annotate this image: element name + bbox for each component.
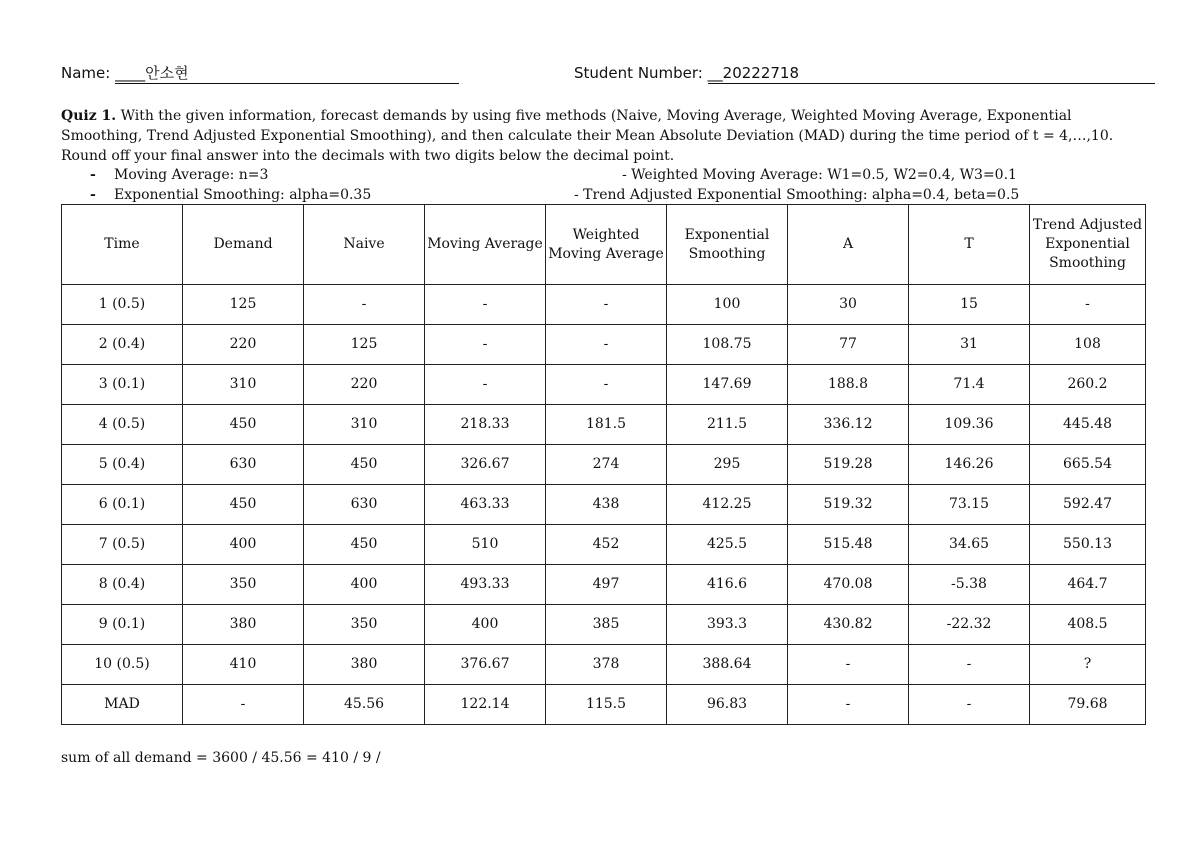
table-cell: -5.38 xyxy=(909,565,1030,605)
table-cell: - xyxy=(425,325,546,365)
table-row xyxy=(62,445,1146,485)
table-cell: 412.25 xyxy=(667,485,788,525)
table-header-row xyxy=(62,205,1146,285)
table-cell: 7 (0.5) xyxy=(62,525,183,565)
table-cell: 376.67 xyxy=(425,645,546,685)
table-cell: 125 xyxy=(183,285,304,325)
table-cell: 211.5 xyxy=(667,405,788,445)
quiz-title: Quiz 1. xyxy=(61,108,117,124)
table-cell: 8 (0.4) xyxy=(62,565,183,605)
table-cell: 665.54 xyxy=(1030,445,1146,485)
param-moving-average: - Moving Average: n=3 xyxy=(90,167,269,183)
table-cell: 515.48 xyxy=(788,525,909,565)
table-cell: 470.08 xyxy=(788,565,909,605)
table-cell: 310 xyxy=(304,405,425,445)
table-cell: 445.48 xyxy=(1030,405,1146,445)
param-weighted-moving-average: - Weighted Moving Average: W1=0.5, W2=0.4, W3=0.1 xyxy=(622,167,1017,183)
table-cell: 336.12 xyxy=(788,405,909,445)
table-cell: 425.5 xyxy=(667,525,788,565)
table-cell: 274 xyxy=(546,445,667,485)
table-cell: - xyxy=(788,685,909,725)
table-cell: 77 xyxy=(788,325,909,365)
table-cell: 4 (0.5) xyxy=(62,405,183,445)
table-row xyxy=(62,485,1146,525)
table-row xyxy=(62,365,1146,405)
table-cell: - xyxy=(304,285,425,325)
table-cell: 108 xyxy=(1030,325,1146,365)
table-cell: 408.5 xyxy=(1030,605,1146,645)
table-cell: 410 xyxy=(183,645,304,685)
table-cell: - xyxy=(909,645,1030,685)
student-number-value: __20222718 xyxy=(708,65,1155,84)
header-naive: Naive xyxy=(304,205,425,285)
table-cell: 30 xyxy=(788,285,909,325)
table-cell: 519.28 xyxy=(788,445,909,485)
table-cell: 218.33 xyxy=(425,405,546,445)
table-cell: 310 xyxy=(183,365,304,405)
table-cell: 450 xyxy=(304,525,425,565)
table-cell: 146.26 xyxy=(909,445,1030,485)
bullet-dash: - xyxy=(90,187,96,203)
table-row xyxy=(62,525,1146,565)
table-cell: 493.33 xyxy=(425,565,546,605)
table-cell: 5 (0.4) xyxy=(62,445,183,485)
table-row xyxy=(62,325,1146,365)
name-label: Name: xyxy=(61,64,111,82)
table-cell: 108.75 xyxy=(667,325,788,365)
table-row xyxy=(62,605,1146,645)
table-cell: 380 xyxy=(304,645,425,685)
header-t: T xyxy=(909,205,1030,285)
quiz-instructions xyxy=(61,106,1151,146)
table-cell: 31 xyxy=(909,325,1030,365)
table-cell: 188.8 xyxy=(788,365,909,405)
table-cell: -22.32 xyxy=(909,605,1030,645)
table-cell: 3 (0.1) xyxy=(62,365,183,405)
table-row xyxy=(62,645,1146,685)
table-cell: 2 (0.4) xyxy=(62,325,183,365)
table-cell: 34.65 xyxy=(909,525,1030,565)
table-cell: 385 xyxy=(546,605,667,645)
table-cell: 10 (0.5) xyxy=(62,645,183,685)
table-row xyxy=(62,685,1146,725)
rounding-note: Round off your final answer into the decimals with two digits below the decimal point. xyxy=(61,148,675,164)
table-cell: 430.82 xyxy=(788,605,909,645)
table-cell: 378 xyxy=(546,645,667,685)
name-value: ____안소현 xyxy=(115,65,459,84)
table-cell: 295 xyxy=(667,445,788,485)
table-cell: - xyxy=(546,285,667,325)
table-cell: - xyxy=(1030,285,1146,325)
footer-note: sum of all demand = 3600 / 45.56 = 410 / 9 / xyxy=(61,750,381,766)
table-cell: 450 xyxy=(183,405,304,445)
student-number-label: Student Number: xyxy=(574,64,703,82)
table-cell: 147.69 xyxy=(667,365,788,405)
table-cell: 400 xyxy=(304,565,425,605)
table-cell: 109.36 xyxy=(909,405,1030,445)
quiz-text: With the given information, forecast demands by using five methods (Naive, Moving Average, Weighted Moving Average, Exponential Smoothing, Trend Adjusted Exponential Smoothing), and then calculate their Mean Absolute Deviation (MAD) during the time period of t = 4,…,10. xyxy=(61,108,1114,144)
table-cell: 96.83 xyxy=(667,685,788,725)
table-cell: 181.5 xyxy=(546,405,667,445)
param-trend-adjusted: - Trend Adjusted Exponential Smoothing: alpha=0.4, beta=0.5 xyxy=(574,187,1020,203)
forecast-table xyxy=(61,204,1146,725)
table-cell: 73.15 xyxy=(909,485,1030,525)
table-cell: 220 xyxy=(183,325,304,365)
table-cell: 100 xyxy=(667,285,788,325)
table-cell: 463.33 xyxy=(425,485,546,525)
table-row xyxy=(62,565,1146,605)
table-cell: 416.6 xyxy=(667,565,788,605)
table-cell: 122.14 xyxy=(425,685,546,725)
table-cell: - xyxy=(183,685,304,725)
table-cell: ? xyxy=(1030,645,1146,685)
table-cell: 450 xyxy=(183,485,304,525)
table-cell: - xyxy=(425,365,546,405)
table-cell: - xyxy=(909,685,1030,725)
table-cell: 350 xyxy=(304,605,425,645)
table-cell: 630 xyxy=(183,445,304,485)
table-cell: - xyxy=(788,645,909,685)
name-field xyxy=(61,64,459,84)
table-cell: 45.56 xyxy=(304,685,425,725)
table-cell: 592.47 xyxy=(1030,485,1146,525)
table-cell: 550.13 xyxy=(1030,525,1146,565)
param-exponential-smoothing: - Exponential Smoothing: alpha=0.35 xyxy=(90,187,372,203)
bullet-dash: - xyxy=(90,167,96,183)
table-cell: MAD xyxy=(62,685,183,725)
table-cell: 15 xyxy=(909,285,1030,325)
table-cell: 125 xyxy=(304,325,425,365)
header-moving-average: Moving Average xyxy=(425,205,546,285)
table-cell: 393.3 xyxy=(667,605,788,645)
table-cell: 497 xyxy=(546,565,667,605)
table-cell: 220 xyxy=(304,365,425,405)
header-a: A xyxy=(788,205,909,285)
table-cell: 400 xyxy=(425,605,546,645)
table-cell: - xyxy=(546,365,667,405)
table-cell: 326.67 xyxy=(425,445,546,485)
table-cell: 380 xyxy=(183,605,304,645)
table-cell: 464.7 xyxy=(1030,565,1146,605)
table-cell: 450 xyxy=(304,445,425,485)
header-trend-adjusted: Trend Adjusted Exponential Smoothing xyxy=(1030,205,1146,285)
header-weighted-moving-average: Weighted Moving Average xyxy=(546,205,667,285)
table-cell: 400 xyxy=(183,525,304,565)
table-cell: 510 xyxy=(425,525,546,565)
student-number-field xyxy=(574,64,1155,84)
table-cell: 115.5 xyxy=(546,685,667,725)
table-cell: 452 xyxy=(546,525,667,565)
table-cell: - xyxy=(425,285,546,325)
header-time: Time xyxy=(62,205,183,285)
header-demand: Demand xyxy=(183,205,304,285)
table-cell: 1 (0.5) xyxy=(62,285,183,325)
table-cell: 260.2 xyxy=(1030,365,1146,405)
table-row xyxy=(62,405,1146,445)
table-cell: - xyxy=(546,325,667,365)
table-cell: 438 xyxy=(546,485,667,525)
table-cell: 79.68 xyxy=(1030,685,1146,725)
table-cell: 388.64 xyxy=(667,645,788,685)
header-exponential-smoothing: Exponential Smoothing xyxy=(667,205,788,285)
table-cell: 6 (0.1) xyxy=(62,485,183,525)
table-cell: 519.32 xyxy=(788,485,909,525)
table-cell: 630 xyxy=(304,485,425,525)
table-cell: 9 (0.1) xyxy=(62,605,183,645)
table-row xyxy=(62,285,1146,325)
table-cell: 71.4 xyxy=(909,365,1030,405)
table-cell: 350 xyxy=(183,565,304,605)
